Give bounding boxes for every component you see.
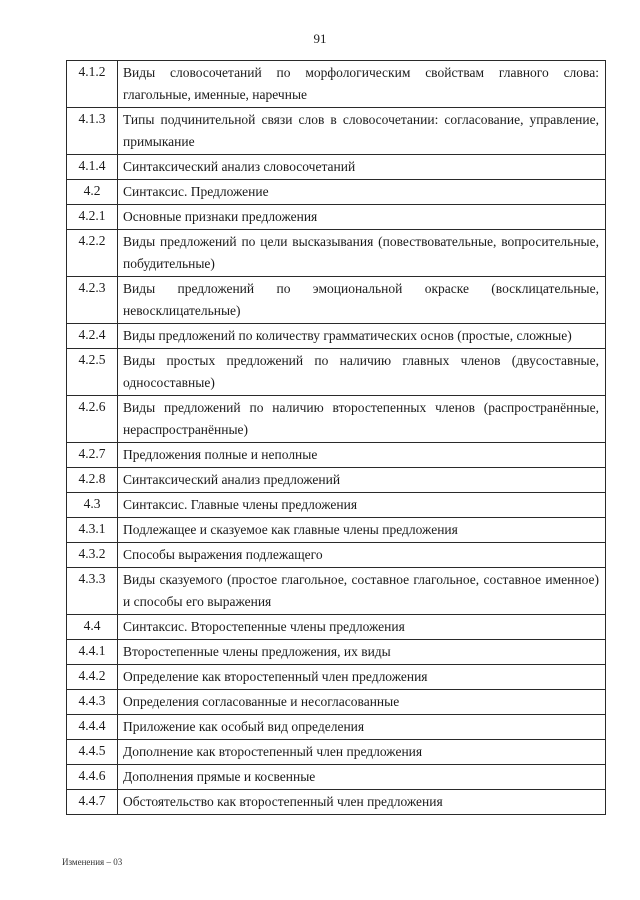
section-title: Синтаксический анализ предложений [118,468,606,493]
table-row [67,155,606,180]
section-number: 4.2.4 [67,324,118,349]
table-row [67,690,606,715]
section-number: 4.4.6 [67,765,118,790]
section-title: Виды сказуемого (простое глагольное, составное глагольное, составное именное) и способы его выражения [118,568,606,615]
section-number: 4.3 [67,493,118,518]
section-number: 4.1.2 [67,61,118,108]
section-number: 4.4.1 [67,640,118,665]
section-title: Синтаксис. Предложение [118,180,606,205]
section-title: Синтаксис. Второстепенные члены предложения [118,615,606,640]
section-title: Определения согласованные и несогласованные [118,690,606,715]
section-title: Виды предложений по эмоциональной окраске (восклицательные, невосклицательные) [118,277,606,324]
section-number: 4.4.4 [67,715,118,740]
section-title: Типы подчинительной связи слов в словосочетании: согласование, управление, примыкание [118,108,606,155]
section-title: Основные признаки предложения [118,205,606,230]
section-title: Определение как второстепенный член предложения [118,665,606,690]
table-row [67,568,606,615]
section-number: 4.2.7 [67,443,118,468]
section-title: Дополнение как второстепенный член предложения [118,740,606,765]
content-table [66,60,606,815]
section-number: 4.1.4 [67,155,118,180]
table-row [67,790,606,815]
table-row [67,324,606,349]
section-title: Синтаксис. Главные члены предложения [118,493,606,518]
table-row [67,61,606,108]
section-title: Способы выражения подлежащего [118,543,606,568]
section-title: Обстоятельство как второстепенный член предложения [118,790,606,815]
section-number: 4.4.3 [67,690,118,715]
section-number: 4.2.8 [67,468,118,493]
section-number: 4.3.1 [67,518,118,543]
section-title: Виды предложений по цели высказывания (повествовательные, вопросительные, побудительные) [118,230,606,277]
section-title: Дополнения прямые и косвенные [118,765,606,790]
section-title: Подлежащее и сказуемое как главные члены предложения [118,518,606,543]
section-number: 4.4.2 [67,665,118,690]
section-number: 4.3.2 [67,543,118,568]
section-number: 4.1.3 [67,108,118,155]
section-title: Виды предложений по количеству грамматических основ (простые, сложные) [118,324,606,349]
table-row [67,180,606,205]
section-title: Второстепенные члены предложения, их виды [118,640,606,665]
table-row [67,230,606,277]
table-row [67,543,606,568]
section-title: Виды словосочетаний по морфологическим свойствам главного слова: глагольные, именные, наречные [118,61,606,108]
section-number: 4.2.2 [67,230,118,277]
table-row [67,108,606,155]
section-number: 4.2 [67,180,118,205]
table-row [67,396,606,443]
table-row [67,443,606,468]
section-number: 4.2.5 [67,349,118,396]
table-row [67,665,606,690]
content-table-body [67,61,606,815]
table-row [67,715,606,740]
section-number: 4.4.7 [67,790,118,815]
table-row [67,765,606,790]
page-number: 91 [313,31,327,46]
section-number: 4.2.6 [67,396,118,443]
table-row [67,468,606,493]
table-row [67,493,606,518]
section-number: 4.2.3 [67,277,118,324]
table-row [67,740,606,765]
section-title: Синтаксический анализ словосочетаний [118,155,606,180]
section-number: 4.4.5 [67,740,118,765]
section-number: 4.3.3 [67,568,118,615]
section-title: Виды предложений по наличию второстепенных членов (распространённые, нераспространённые) [118,396,606,443]
table-row [67,615,606,640]
table-row [67,518,606,543]
section-number: 4.2.1 [67,205,118,230]
section-title: Приложение как особый вид определения [118,715,606,740]
table-row [67,205,606,230]
table-row [67,277,606,324]
section-title: Виды простых предложений по наличию главных членов (двусоставные, односоставные) [118,349,606,396]
table-row [67,640,606,665]
section-title: Предложения полные и неполные [118,443,606,468]
section-number: 4.4 [67,615,118,640]
table-row [67,349,606,396]
footer-note: Изменения – 03 [62,857,123,867]
